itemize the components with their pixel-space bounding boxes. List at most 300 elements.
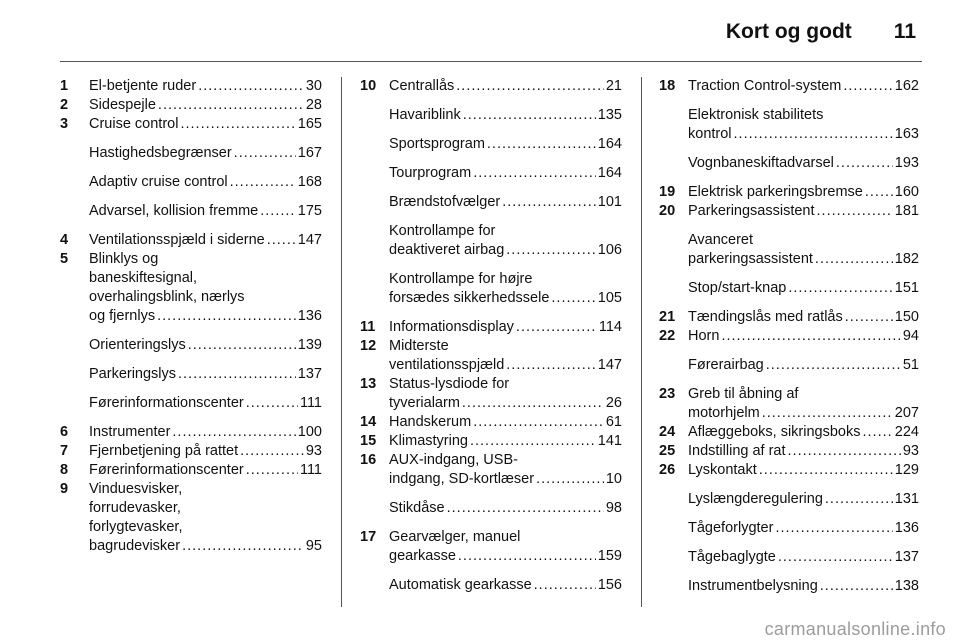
entry-body: [389, 337, 622, 375]
page-reference: 93: [305, 443, 322, 459]
page-reference: 224: [894, 424, 919, 440]
entry-label-line: Førerinformationscenter: [89, 395, 244, 411]
entry-body: [389, 375, 622, 413]
entry-body: [89, 461, 322, 480]
leader-dots: [158, 96, 304, 115]
entry-label-line: Ventilationsspjæld i siderne: [89, 232, 265, 248]
item-number: [360, 270, 389, 308]
index-entry: [659, 385, 919, 423]
index-entry: [60, 394, 322, 413]
index-entry: [60, 202, 322, 221]
entry-label-line: Blinklys og: [89, 251, 159, 267]
entry-label-line: deaktiveret airbag: [389, 242, 505, 258]
leader-dots: [157, 307, 296, 326]
leader-dots: [534, 576, 596, 595]
entry-body: [89, 96, 322, 115]
page-reference: 159: [597, 548, 622, 564]
entry-body: [389, 413, 622, 432]
entry-label-line: Automatisk gearkasse: [389, 577, 532, 593]
item-number: [60, 365, 89, 384]
entry-label-line: Parkeringslys: [89, 366, 177, 382]
index-entry: [659, 279, 919, 298]
entry-label-line: Sidespejle: [89, 97, 156, 113]
index-entry: [659, 77, 919, 96]
entry-body: [688, 154, 919, 173]
entry-body: [688, 548, 919, 567]
index-entry: [60, 115, 322, 134]
item-number: 12: [360, 338, 377, 354]
page-reference: 94: [902, 328, 919, 344]
item-number: [60, 336, 89, 355]
entry-body: [688, 356, 919, 375]
entry-body: [688, 231, 919, 269]
entry-label-line: Elektrisk parkeringsbremse: [688, 184, 863, 200]
leader-dots: [260, 202, 296, 221]
leader-dots: [788, 442, 901, 461]
item-number: 18: [659, 78, 676, 94]
item-number: 4: [60, 232, 69, 248]
item-number: [360, 164, 389, 183]
leader-dots: [778, 548, 893, 567]
entry-label-line: baneskiftesignal,: [89, 270, 198, 286]
index-entry: [659, 327, 919, 346]
index-entry: [360, 576, 622, 595]
page-reference: 129: [894, 462, 919, 478]
item-number: 7: [60, 443, 69, 459]
entry-body: [89, 336, 322, 355]
index-entry: [60, 250, 322, 326]
entry-label-line: forrudevasker,: [89, 500, 181, 516]
entry-body: [688, 461, 919, 480]
page-reference: 101: [597, 194, 622, 210]
item-number: 3: [60, 116, 69, 132]
item-number: 24: [659, 424, 676, 440]
page-reference: 131: [894, 491, 919, 507]
index-entry: [659, 202, 919, 221]
entry-body: [89, 423, 322, 442]
entry-body: [89, 250, 322, 326]
leader-dots: [516, 318, 597, 337]
index-entry: [659, 461, 919, 480]
entry-label-line: kontrol: [688, 126, 732, 142]
column-divider: [641, 77, 642, 607]
item-number: [659, 519, 688, 538]
entry-label-line: Advarsel, kollision fremme: [89, 203, 259, 219]
entry-body: [89, 202, 322, 221]
entry-label-line: Instrumentbelysning: [688, 578, 818, 594]
index-entry: [659, 356, 919, 375]
index-entry: [360, 337, 622, 375]
entry-body: [688, 308, 919, 327]
index-entry: [360, 528, 622, 566]
page-reference: 151: [894, 280, 919, 296]
page-reference: 147: [297, 232, 322, 248]
page-reference: 141: [597, 433, 622, 449]
leader-dots: [788, 279, 892, 298]
page-number: 11: [893, 20, 916, 43]
item-number: 9: [60, 481, 69, 497]
leader-dots: [836, 154, 893, 173]
page-reference: 167: [297, 145, 322, 161]
entry-label-line: ventilationsspjæld: [389, 357, 505, 373]
entry-label-line: Stikdåse: [389, 500, 445, 516]
entry-label-line: Førerinformationscenter: [89, 462, 244, 478]
leader-dots: [178, 365, 296, 384]
entry-label-line: indgang, SD-kortlæser: [389, 471, 535, 487]
watermark: carmanualsonline.info: [764, 619, 946, 639]
item-number: 14: [360, 414, 377, 430]
leader-dots: [734, 125, 893, 144]
page-reference: 138: [894, 578, 919, 594]
entry-body: [389, 318, 622, 337]
leader-dots: [506, 241, 596, 260]
entry-label-line: Tændingslås med ratlås: [688, 309, 843, 325]
page-reference: 182: [894, 251, 919, 267]
page-reference: 106: [597, 242, 622, 258]
index-entry: [360, 270, 622, 308]
leader-dots: [817, 202, 893, 221]
index-entry: [659, 519, 919, 538]
entry-label-line: Brændstofvælger: [389, 194, 501, 210]
index-entry: [60, 173, 322, 192]
item-number: 16: [360, 452, 377, 468]
item-number: [360, 106, 389, 125]
leader-dots: [865, 183, 893, 202]
entry-label-line: Stop/start-knap: [688, 280, 787, 296]
index-entry: [360, 375, 622, 413]
leader-dots: [487, 135, 596, 154]
entry-label-line: El-betjente ruder: [89, 78, 197, 94]
item-number: 22: [659, 328, 676, 344]
item-number: 1: [60, 78, 69, 94]
item-number: 13: [360, 376, 377, 392]
entry-label-line: bagrudevisker: [89, 538, 181, 554]
item-number: 21: [659, 309, 676, 325]
entry-body: [389, 576, 622, 595]
item-number: [659, 490, 688, 509]
leader-dots: [473, 164, 596, 183]
leader-dots: [506, 356, 596, 375]
entry-label-line: Vinduesvisker,: [89, 481, 183, 497]
page-reference: 164: [597, 165, 622, 181]
entry-body: [688, 279, 919, 298]
item-number: [60, 202, 89, 221]
leader-dots: [456, 77, 604, 96]
page-reference: 100: [297, 424, 322, 440]
index-entry: [360, 193, 622, 212]
page-reference: 21: [605, 78, 622, 94]
index-column-3: [659, 77, 919, 596]
index-entry: [360, 135, 622, 154]
item-number: 2: [60, 97, 69, 113]
item-number: [659, 106, 688, 144]
leader-dots: [182, 537, 304, 556]
item-number: 25: [659, 443, 676, 459]
index-entry: [60, 423, 322, 442]
page-reference: 105: [597, 290, 622, 306]
entry-body: [688, 442, 919, 461]
page-reference: 137: [894, 549, 919, 565]
page-reference: 95: [305, 538, 322, 554]
leader-dots: [462, 394, 604, 413]
entry-body: [688, 385, 919, 423]
entry-label-line: Lyskontakt: [688, 462, 757, 478]
entry-body: [89, 231, 322, 250]
page-reference: 150: [894, 309, 919, 325]
index-entry: [360, 318, 622, 337]
index-entry: [60, 461, 322, 480]
item-number: 15: [360, 433, 377, 449]
item-number: [659, 231, 688, 269]
leader-dots: [180, 115, 295, 134]
entry-body: [89, 365, 322, 384]
entry-body: [389, 499, 622, 518]
page-reference: 168: [297, 174, 322, 190]
item-number: [360, 576, 389, 595]
index-entry: [659, 442, 919, 461]
item-number: 17: [360, 529, 377, 545]
leader-dots: [246, 461, 298, 480]
entry-label-line: Kontrollampe for højre: [389, 271, 533, 287]
entry-label-line: Instrumenter: [89, 424, 171, 440]
index-column-2: [360, 77, 622, 595]
entry-label-line: Informationsdisplay: [389, 319, 514, 335]
entry-label-line: Havariblink: [389, 107, 461, 123]
entry-label-line: Førerairbag: [688, 357, 764, 373]
index-entry: [360, 106, 622, 125]
index-entry: [360, 432, 622, 451]
entry-label-line: forsædes sikkerhedssele: [389, 290, 550, 306]
entry-label-line: Cruise control: [89, 116, 179, 132]
page-reference: 136: [894, 520, 919, 536]
leader-dots: [240, 442, 304, 461]
item-number: [659, 279, 688, 298]
entry-body: [389, 432, 622, 451]
entry-body: [389, 164, 622, 183]
entry-label-line: Handskerum: [389, 414, 472, 430]
index-entry: [659, 423, 919, 442]
leader-dots: [845, 308, 893, 327]
entry-body: [389, 451, 622, 489]
entry-label-line: Greb til åbning af: [688, 386, 799, 402]
entry-body: [688, 183, 919, 202]
entry-label-line: Tourprogram: [389, 165, 472, 181]
entry-label-line: Kontrollampe for: [389, 223, 496, 239]
page-reference: 26: [605, 395, 622, 411]
index-entry: [60, 442, 322, 461]
entry-label-line: Tågebaglygte: [688, 549, 776, 565]
index-entry: [60, 231, 322, 250]
entry-label-line: Aflæggeboks, sikringsboks: [688, 424, 861, 440]
leader-dots: [721, 327, 900, 346]
entry-body: [389, 270, 622, 308]
entry-label-line: overhalingsblink, nærlys: [89, 289, 245, 305]
leader-dots: [759, 461, 893, 480]
entry-body: [89, 77, 322, 96]
leader-dots: [447, 499, 604, 518]
leader-dots: [458, 547, 596, 566]
index-entry: [659, 577, 919, 596]
leader-dots: [862, 423, 892, 442]
page-reference: 111: [299, 395, 322, 411]
item-number: 8: [60, 462, 69, 478]
entry-body: [688, 327, 919, 346]
page-reference: 98: [605, 500, 622, 516]
page-title: Kort og godt: [725, 20, 852, 43]
index-entry: [659, 308, 919, 327]
entry-label-line: Gearvælger, manuel: [389, 529, 521, 545]
index-entry: [360, 451, 622, 489]
entry-label-line: tyverialarm: [389, 395, 460, 411]
entry-label-line: Adaptiv cruise control: [89, 174, 228, 190]
index-entry: [360, 77, 622, 96]
item-number: [60, 173, 89, 192]
entry-body: [89, 442, 322, 461]
item-number: [360, 135, 389, 154]
entry-label-line: Status-lysdiode for: [389, 376, 510, 392]
entry-body: [89, 115, 322, 134]
entry-label-line: Fjernbetjening på rattet: [89, 443, 239, 459]
entry-label-line: Indstilling af rat: [688, 443, 786, 459]
leader-dots: [762, 404, 893, 423]
item-number: [60, 144, 89, 163]
index-entry: [659, 231, 919, 269]
entry-label-line: Hastighedsbegrænser: [89, 145, 232, 161]
item-number: 10: [360, 78, 377, 94]
item-number: [659, 548, 688, 567]
entry-body: [688, 106, 919, 144]
entry-body: [389, 135, 622, 154]
entry-body: [89, 173, 322, 192]
entry-label-line: Horn: [688, 328, 720, 344]
page-reference: 164: [597, 136, 622, 152]
page-reference: 136: [297, 308, 322, 324]
page-reference: 165: [297, 116, 322, 132]
entry-label-line: Avanceret: [688, 232, 754, 248]
page-reference: 93: [902, 443, 919, 459]
item-number: [60, 394, 89, 413]
item-number: 5: [60, 251, 69, 267]
item-number: [659, 577, 688, 596]
page-reference: 111: [299, 462, 322, 478]
page-reference: 162: [894, 78, 919, 94]
item-number: 6: [60, 424, 69, 440]
index-entry: [659, 490, 919, 509]
entry-label-line: motorhjelm: [688, 405, 760, 421]
entry-label-line: Klimastyring: [389, 433, 468, 449]
index-entry: [60, 77, 322, 96]
item-number: [659, 154, 688, 173]
leader-dots: [825, 490, 893, 509]
leader-dots: [766, 356, 901, 375]
entry-body: [688, 577, 919, 596]
leader-dots: [188, 336, 296, 355]
entry-body: [389, 106, 622, 125]
page-reference: 114: [598, 319, 622, 335]
item-number: [360, 193, 389, 212]
header-rule: [60, 61, 922, 62]
leader-dots: [246, 394, 298, 413]
entry-label-line: Sportsprogram: [389, 136, 485, 152]
entry-body: [389, 77, 622, 96]
entry-body: [688, 423, 919, 442]
index-entry: [360, 164, 622, 183]
entry-label-line: AUX-indgang, USB-: [389, 452, 518, 468]
page-reference: 181: [894, 203, 919, 219]
entry-body: [89, 480, 322, 556]
leader-dots: [775, 519, 892, 538]
item-number: 26: [659, 462, 676, 478]
entry-label-line: Tågeforlygter: [688, 520, 774, 536]
column-divider: [341, 77, 342, 607]
leader-dots: [502, 193, 596, 212]
leader-dots: [815, 250, 893, 269]
page-reference: 207: [894, 405, 919, 421]
item-number: 19: [659, 184, 676, 200]
entry-label-line: Orienteringslys: [89, 337, 186, 353]
entry-body: [389, 528, 622, 566]
entry-label-line: Lyslængderegulering: [688, 491, 823, 507]
page-reference: 193: [894, 155, 919, 171]
entry-label-line: Centrallås: [389, 78, 455, 94]
leader-dots: [470, 432, 596, 451]
entry-label-line: Vognbaneskiftadvarsel: [688, 155, 834, 171]
entry-label-line: parkeringsassistent: [688, 251, 813, 267]
page-reference: 135: [597, 107, 622, 123]
index-entry: [659, 183, 919, 202]
entry-label-line: og fjernlys: [89, 308, 156, 324]
index-entry: [360, 499, 622, 518]
index-entry: [360, 413, 622, 432]
index-entry: [60, 96, 322, 115]
entry-body: [688, 77, 919, 96]
page-reference: 139: [297, 337, 322, 353]
leader-dots: [551, 289, 595, 308]
entry-label-line: Traction Control-system: [688, 78, 842, 94]
index-entry: [60, 365, 322, 384]
page-reference: 10: [605, 471, 622, 487]
page-reference: 30: [305, 78, 322, 94]
entry-label-line: forlygtevasker,: [89, 519, 183, 535]
entry-body: [688, 202, 919, 221]
leader-dots: [198, 77, 304, 96]
item-number: [360, 499, 389, 518]
item-number: 11: [360, 319, 376, 335]
item-number: [360, 222, 389, 260]
entry-body: [389, 193, 622, 212]
page-reference: 137: [297, 366, 322, 382]
leader-dots: [473, 413, 604, 432]
page-reference: 28: [305, 97, 322, 113]
page-header: [726, 20, 916, 44]
entry-label-line: Midterste: [389, 338, 449, 354]
index-entry: [60, 480, 322, 556]
entry-label-line: Elektronisk stabilitets: [688, 107, 824, 123]
entry-body: [389, 222, 622, 260]
leader-dots: [172, 423, 295, 442]
item-number: [659, 356, 688, 375]
page-reference: 61: [605, 414, 622, 430]
leader-dots: [234, 144, 296, 163]
page-reference: 160: [894, 184, 919, 200]
item-number: 20: [659, 203, 676, 219]
leader-dots: [820, 577, 893, 596]
page-reference: 163: [894, 126, 919, 142]
entry-body: [688, 490, 919, 509]
index-entry: [659, 154, 919, 173]
leader-dots: [536, 470, 604, 489]
entry-body: [89, 394, 322, 413]
